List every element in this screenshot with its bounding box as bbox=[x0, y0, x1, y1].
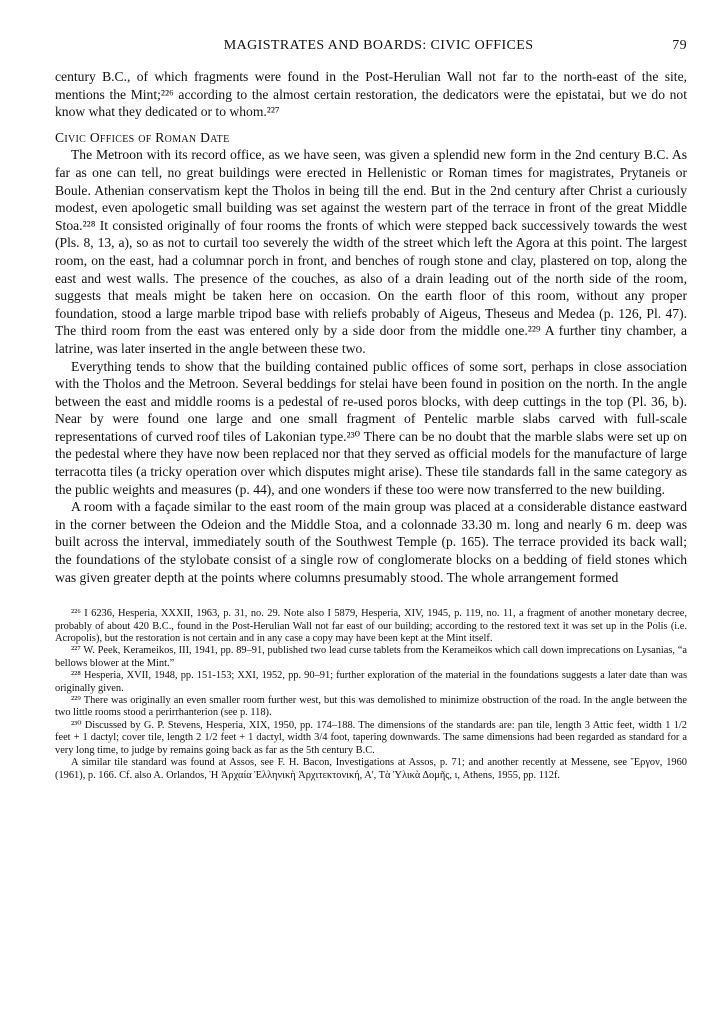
running-header bbox=[55, 38, 687, 54]
footnote-228: ²²⁸ Hesperia, XVII, 1948, pp. 151-153; XXI, 1952, pp. 90–91; further exploration of the material in the foundations suggests a later date than was originally given. bbox=[55, 670, 687, 694]
footnote-230: ²³⁰ Discussed by G. P. Stevens, Hesperia, XIX, 1950, pp. 174–188. The dimensions of the standards are: pan tile, length 3 Attic feet, width 1 1/2 feet + 1 dactyl; cover tile, length 2 1/2 feet + 1 dactyl, width 3/4 foot, tapering downwards. The same dimensions had been regarded as standard for a very long time, to judge by remains going back as far as the 5th century B.C. bbox=[55, 719, 687, 756]
page-number: 79 bbox=[672, 38, 687, 53]
section-heading: Civic Offices of Roman Date bbox=[55, 129, 230, 145]
body-paragraph: The Metroon with its record office, as we have seen, was given a splendid new form in the 2nd century B.C. As far as one can tell, no great buildings were erected in Hellenistic or Roman times for magistrates, Prytaneis or Boule. Athenian conservatism kept the Tholos in being till the end. But in the 2nd century after Christ a curiously modest, even apologetic small building was set against the western part of the terrace in front of the great Middle Stoa.²²⁸ It consisted originally of four rooms the fronts of which were stepped back successively towards the west (Pls. 8, 13, a), so as not to curtail too severely the width of the street which left the Agora at this point. The largest room, on the east, had a columnar porch in front, and benches of rough stone and clay, plastered on top, along the east and west walls. The presence of the couches, as also of a drain leading out of the north side of the room, suggests that meals might be taken here on occasion. On the earth floor of this room, without any proper foundation, stood a large marble tripod base with reliefs probably of Aigeus, Theseus and Medea (p. 126, Pl. 47). The third room from the east was entered only by a side door from the middle one.²²⁹ A further tiny chamber, a latrine, was later inserted in the angle between these two. bbox=[55, 147, 687, 356]
body-paragraph: A room with a façade similar to the east room of the main group was placed at a considerable distance eastward in the corner between the Odeion and the Middle Stoa, and a colonnade 33.30 m. long and nearly 6 m. deep was built across the interval, immediately south of the Southwest Temple (p. 165). The terrace provided its back wall; the foundations of the stylobate consist of a single row of conglomerate blocks on a bedding of field stones which was given greater depth at the points where columns presumably stood. The whole arrangement formed bbox=[55, 499, 687, 585]
footnote-227: ²²⁷ W. Peek, Kerameikos, III, 1941, pp. 89–91, published two lead curse tablets from the Kerameikos which call down imprecations on Lysanias, “a bellows blower at the Mint.” bbox=[55, 645, 687, 669]
footnote-230-continued: A similar tile standard was found at Assos, see F. H. Bacon, Investigations at Assos, p. 71; and another recently at Messene, see Ἔργον, 1960 (1961), p. 166. Cf. also A. Orlandos, Ἡ Ἀρχαία Ἑλληνικὴ Ἀρχιτεκτονική, Α', Τὰ Ὑλικὰ Δομῆς, ι, Athens, 1955, pp. 112f. bbox=[55, 757, 687, 781]
footnote-226: ²²⁶ I 6236, Hesperia, XXXII, 1963, p. 31, no. 29. Note also I 5879, Hesperia, XIV, 1945, p. 119, no. 11, a fragment of another monetary decree, probably of about 420 B.C., found in the Post-Herulian Wall not far east of our building; according to the restored text it was set up in the Polis (i.e. Acropolis), but the restoration is not certain and in any case a copy may have been kept at the Mint itself. bbox=[55, 608, 687, 645]
page bbox=[55, 38, 687, 782]
running-title: MAGISTRATES AND BOARDS: CIVIC OFFICES bbox=[223, 38, 534, 53]
footnote-229: ²²⁹ There was originally an even smaller room further west, but this was demolished to minimize obstruction of the road. In the angle between the two little rooms stood a perirrhanterion (see p. 118). bbox=[55, 695, 687, 719]
body-text bbox=[55, 68, 687, 586]
body-paragraph: Everything tends to show that the building contained public offices of some sort, perhaps in close association with the Tholos and the Metroon. Several beddings for stelai have been found in position on the north. In the angle between the east and middle rooms is a pedestal of re-used poros blocks, with deep cuttings in the top (Pl. 36, b). Near by were found one large and one small fragment of Pentelic marble slabs carved with full-scale representations of curved roof tiles of Lakonian type.²³⁰ There can be no doubt that the marble slabs were set up on the pedestal where they have now been replaced nor that they served as official models for the manufacture of large terracotta tiles (a tricky operation over which disputes might arise). These tile standards fall in the same category as the public weights and measures (p. 44), and one wonders if these too were now transferred to the new building. bbox=[55, 358, 687, 497]
footnotes bbox=[55, 608, 687, 782]
intro-paragraph: century B.C., of which fragments were found in the Post-Herulian Wall not far to the north-east of the site, mentions the Mint;²²⁶ according to the almost certain restoration, the dedicators were the epistatai, but we do not know what they dedicated or to whom.²²⁷ bbox=[55, 69, 687, 120]
